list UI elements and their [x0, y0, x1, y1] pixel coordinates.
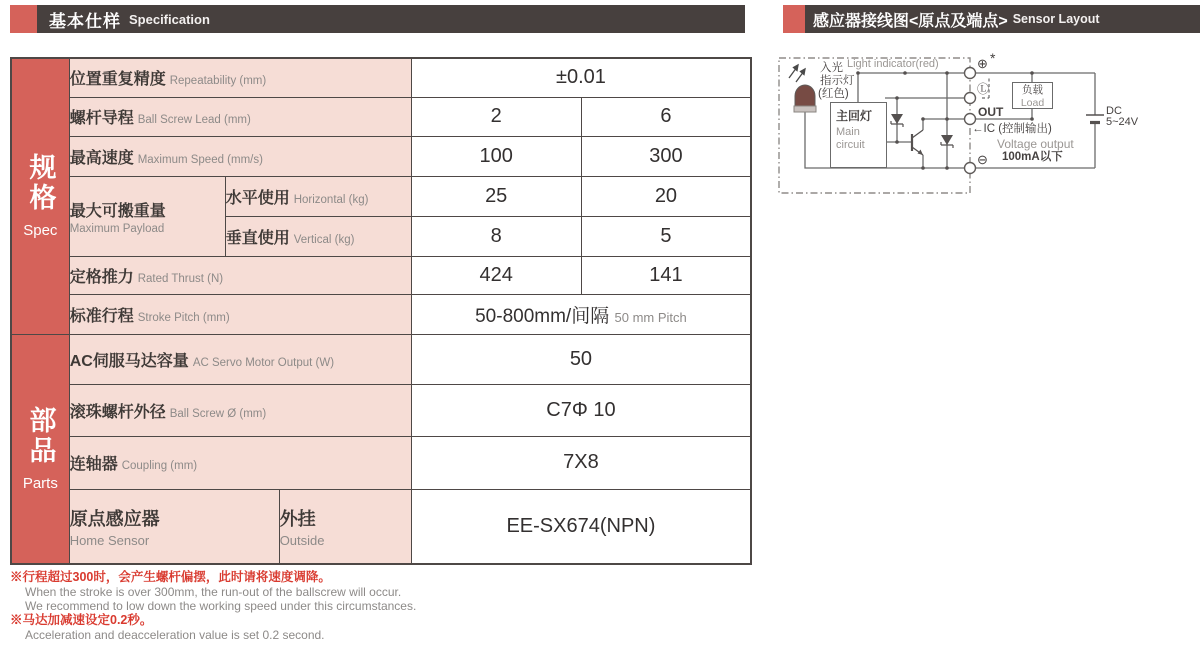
accent-square-icon — [783, 5, 805, 33]
value-stroke — [411, 294, 751, 334]
light-arrows-icon — [789, 65, 805, 82]
spec-header-title-en: Specification — [129, 11, 210, 27]
label-zh: 最高速度 — [69, 149, 134, 167]
stroke-main: 50-800mm/间隔 — [475, 305, 610, 327]
light-indicator-label-en: Light indicator(red) — [847, 58, 939, 70]
label-homesensor-outside — [279, 489, 411, 564]
label-zh: AC伺服马达容量 — [69, 352, 189, 370]
value-thrust-1: 424 — [411, 256, 581, 294]
ic-control-output-label: ←IC (控制输出) — [972, 123, 1052, 135]
value-speed-1: 100 — [411, 136, 581, 176]
main-circuit-label-en: circuit — [836, 138, 865, 151]
asterisk-mark: * — [990, 50, 996, 66]
value-vertical-1: 8 — [411, 216, 581, 256]
label-en: Stroke Pitch (mm) — [137, 311, 230, 324]
label-repeatability — [69, 58, 411, 97]
label-zh: 水平使用 — [225, 189, 290, 207]
sensor-section-header — [783, 5, 1200, 33]
label-en: Home Sensor — [69, 532, 150, 548]
table-row — [11, 489, 751, 564]
label-payload — [69, 176, 225, 256]
label-motor — [69, 334, 411, 384]
load-label-zh: 负载 — [1022, 84, 1043, 96]
value-thrust-2: 141 — [581, 256, 751, 294]
value-horizontal-1: 25 — [411, 176, 581, 216]
note-line: Acceleration and deacceleration value is set 0.2 second. — [25, 628, 325, 642]
battery-icon — [1086, 115, 1104, 123]
value-coupling: 7X8 — [411, 436, 751, 489]
label-zh: 最大可搬重量 — [69, 202, 166, 220]
value-speed-2: 300 — [581, 136, 751, 176]
minus-terminal-symbol: ⊖ — [977, 152, 988, 167]
main-circuit-box — [830, 102, 887, 168]
accent-square-icon — [10, 5, 37, 33]
dc-voltage-label: 5~24V — [1106, 116, 1139, 128]
label-en: Maximum Speed (mm/s) — [137, 153, 263, 166]
transistor-icon — [912, 130, 923, 155]
label-stroke — [69, 294, 411, 334]
label-zh: 定格推力 — [69, 268, 134, 286]
note-line: ※马达加减速设定0.2秒。 — [10, 613, 153, 627]
label-zh: 连轴器 — [69, 456, 118, 473]
table-row — [11, 384, 751, 436]
value-vertical-2: 5 — [581, 216, 751, 256]
l-terminal-symbol: Ⓛ — [977, 82, 990, 96]
section-spec-en: Spec — [23, 222, 58, 240]
label-en: Coupling (mm) — [121, 460, 198, 472]
current-limit-label: 100mA以下 — [1002, 151, 1063, 163]
value-lead-1: 2 — [411, 97, 581, 136]
label-vertical — [225, 216, 411, 256]
note-line: ※行程超过300时，会产生螺杆偏摆，此时请将速度调降。 — [10, 570, 331, 584]
spec-header-title-zh: 基本仕样 — [49, 11, 121, 31]
value-motor: 50 — [411, 334, 751, 384]
table-row — [11, 176, 751, 216]
value-ballscrew: C7Φ 10 — [411, 384, 751, 436]
plus-terminal-symbol: ⊕ — [977, 56, 988, 71]
note-line: When the stroke is over 300mm, the run-out of the ballscrew will occur. — [25, 585, 402, 599]
table-row — [11, 334, 751, 384]
label-en: Horizontal (kg) — [293, 193, 369, 206]
value-lead-2: 6 — [581, 97, 751, 136]
main-circuit-label-zh: 主回灯 — [836, 109, 873, 123]
label-zh: 垂直使用 — [225, 229, 290, 247]
table-row — [11, 136, 751, 176]
label-zh: 外挂 — [279, 508, 316, 529]
note-line: We recommend to low down the working speed under this circumstances. — [25, 599, 417, 613]
dc-label: DC — [1106, 105, 1122, 117]
stroke-sub: 50 mm Pitch — [614, 309, 687, 325]
label-zh: 螺杆导程 — [69, 110, 134, 127]
table-row — [11, 97, 751, 136]
label-horizontal — [225, 176, 411, 216]
label-lead — [69, 97, 411, 136]
spec-section-header — [10, 5, 745, 33]
label-en: Vertical (kg) — [293, 233, 355, 246]
label-en: Ball Screw Ø (mm) — [169, 407, 267, 420]
label-ballscrew — [69, 384, 411, 436]
section-parts-zh: 部品 — [25, 405, 56, 466]
section-spec-zh: 规格 — [25, 153, 56, 214]
value-horizontal-2: 20 — [581, 176, 751, 216]
main-circuit-label-en: Main — [836, 126, 860, 138]
sensor-wiring-diagram — [775, 50, 1200, 200]
load-label-en: Load — [1020, 97, 1045, 109]
label-en: Outside — [279, 532, 325, 548]
label-en: Rated Thrust (N) — [137, 272, 224, 285]
section-cell-spec — [11, 58, 69, 334]
label-en: Repeatability (mm) — [169, 75, 267, 88]
light-indicator-label-zh: 入光 — [820, 62, 843, 74]
label-coupling — [69, 436, 411, 489]
label-zh: 原点感应器 — [69, 508, 160, 529]
label-speed — [69, 136, 411, 176]
led-indicator-icon — [794, 85, 816, 112]
spec-table — [10, 57, 752, 565]
voltage-output-label: Voltage output — [997, 137, 1074, 151]
value-homesensor: EE-SX674(NPN) — [411, 489, 751, 564]
label-zh: 位置重复精度 — [69, 71, 166, 89]
label-zh: 滚珠螺杆外径 — [69, 403, 166, 421]
label-zh: 标准行程 — [69, 307, 134, 325]
sensor-header-title-zh: 感应器接线图<原点及端点> — [813, 12, 1008, 30]
value-repeatability: ±0.01 — [411, 58, 751, 97]
light-indicator-label-zh: (红色) — [818, 88, 849, 100]
table-row — [11, 294, 751, 334]
label-en: Maximum Payload — [69, 222, 165, 235]
section-parts-en: Parts — [22, 474, 58, 492]
light-indicator-label-zh: 指示灯 — [820, 75, 855, 87]
label-homesensor — [69, 489, 279, 564]
sensor-header-title-en: Sensor Layout — [1012, 12, 1100, 26]
footnotes — [10, 570, 416, 642]
section-cell-parts — [11, 334, 69, 564]
label-en: Ball Screw Lead (mm) — [137, 114, 251, 126]
label-thrust — [69, 256, 411, 294]
table-row — [11, 58, 751, 97]
table-row — [11, 436, 751, 489]
table-row — [11, 256, 751, 294]
load-box — [1012, 82, 1053, 109]
out-label: OUT — [978, 105, 1004, 119]
label-en: AC Servo Motor Output (W) — [192, 356, 335, 369]
